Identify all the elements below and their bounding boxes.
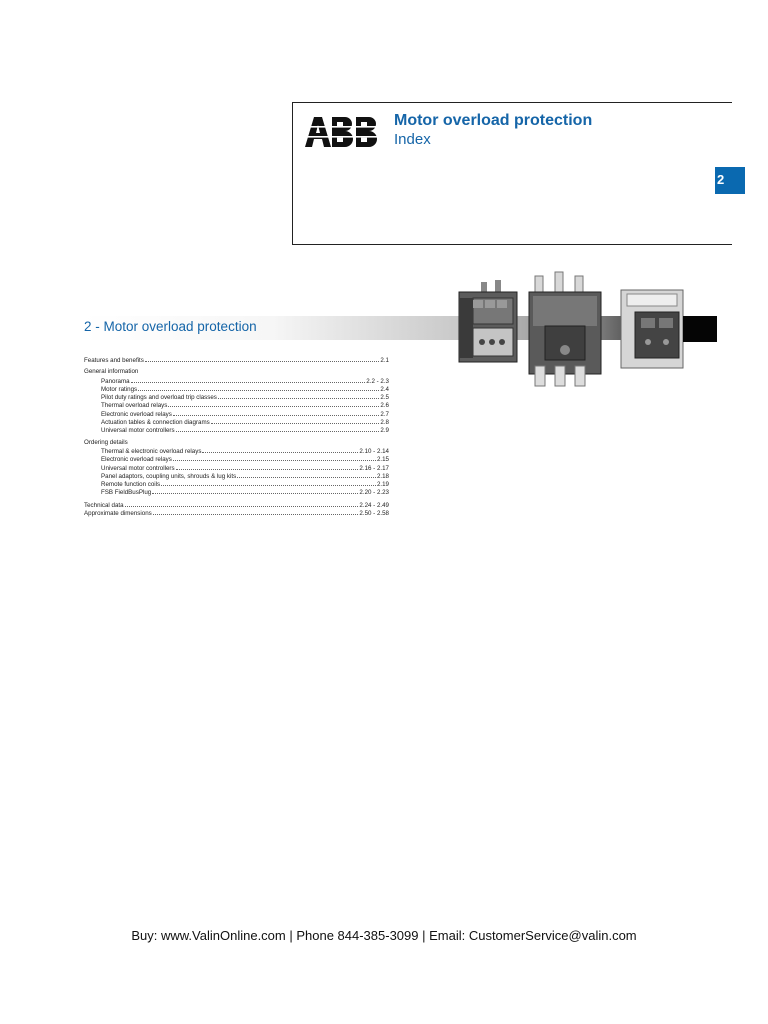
thermal-relay-image [459, 280, 517, 362]
abb-logo [305, 117, 381, 147]
footer-contact: Buy: www.ValinOnline.com | Phone 844-385-3099 | Email: CustomerService@valin.com [131, 928, 637, 943]
toc-entry[interactable]: Remote function coils 2.19 [101, 481, 389, 489]
header-box [292, 102, 732, 245]
toc-entry-technical[interactable]: Technical data 2.24 - 2.49 [84, 501, 389, 509]
page-title: Motor overload protection [394, 112, 593, 129]
chapter-tab: 2 [715, 167, 745, 194]
toc-entry[interactable]: Panel adaptors, coupling units, shrouds & lug kits 2.18 [101, 472, 389, 480]
product-images [455, 268, 717, 388]
toc-heading-ordering: Ordering details [84, 438, 128, 446]
toc-entry[interactable]: Pilot duty ratings and overload trip classes 2.5 [101, 394, 389, 402]
toc-entry[interactable]: Electronic overload relays 2.15 [101, 456, 389, 464]
toc-heading-general: General information [84, 368, 139, 376]
toc-entry[interactable]: FSB FieldBusPlug 2.20 - 2.23 [101, 489, 389, 497]
toc-entry[interactable]: Thermal overload relays 2.6 [101, 402, 389, 410]
toc-entry[interactable]: Universal motor controllers 2.16 - 2.17 [101, 464, 389, 472]
toc-entry[interactable]: Actuation tables & connection diagrams 2.8 [101, 419, 389, 427]
electronic-relay-image [529, 272, 601, 386]
section-title: 2 - Motor overload protection [84, 319, 257, 334]
toc-entry-features[interactable]: Features and benefits 2.1 [84, 357, 389, 364]
motor-controller-image [621, 290, 717, 368]
table-of-contents [84, 356, 389, 517]
toc-entry-dimensions[interactable]: Approximate dimensions 2.50 - 2.58 [84, 510, 389, 518]
toc-entry[interactable]: Electronic overload relays 2.7 [101, 410, 389, 418]
toc-entry[interactable]: Universal motor controllers 2.9 [101, 427, 389, 435]
toc-entry[interactable]: Thermal & electronic overload relays 2.10 - 2.14 [101, 447, 389, 455]
page-subtitle: Index [394, 131, 431, 148]
toc-entry[interactable]: Motor ratings 2.4 [101, 385, 389, 393]
toc-entry[interactable]: Panorama 2.2 - 2.3 [101, 377, 389, 385]
